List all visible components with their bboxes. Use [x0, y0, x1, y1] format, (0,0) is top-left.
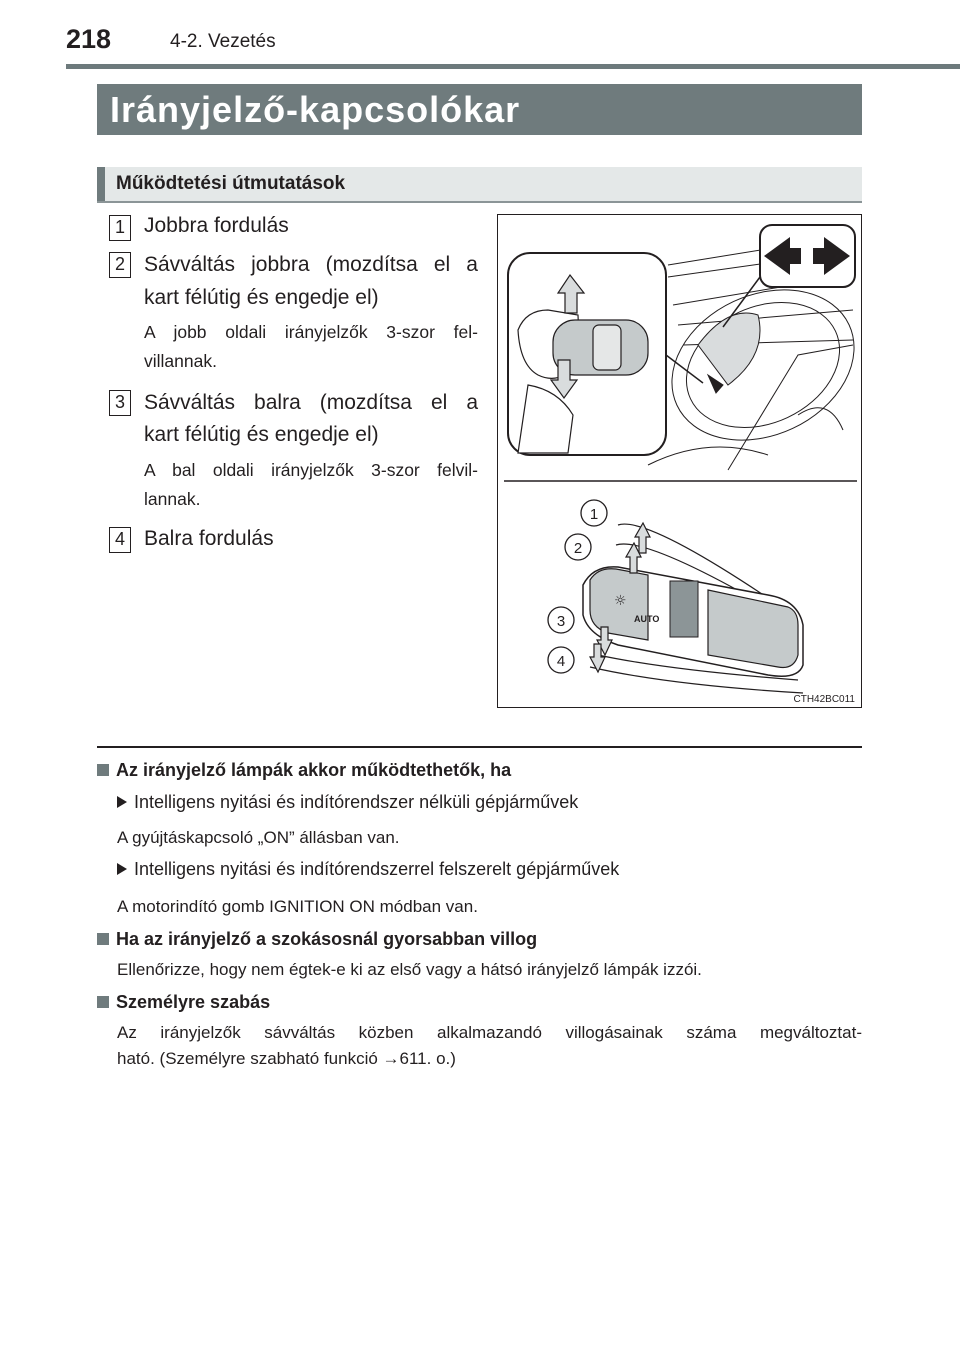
turn-signal-illustration: [498, 215, 863, 709]
step-3-text-line1: Sávváltás balra (mozdítsa el a: [144, 391, 478, 414]
note-bullet-2: Intelligens nyitási és indítórendszerrel felszerelt gépjárművek: [117, 859, 619, 880]
turn-signal-figure: [497, 214, 862, 708]
step-2-text-line2: kart félútig és engedje el): [144, 286, 379, 309]
callout-3-label: 3: [556, 613, 566, 630]
note-heading-3: Személyre szabás: [97, 992, 270, 1013]
step-4-text: Balra fordulás: [144, 527, 274, 550]
step-3-number: 3: [109, 390, 131, 416]
step-3-note-line2: lannak.: [144, 489, 201, 509]
step-4-number: 4: [109, 527, 131, 553]
step-2-note-line2: villannak.: [144, 351, 217, 371]
step-3-note-line1: A bal oldali irányjelzők 3-szor felvil-: [144, 460, 478, 480]
note-heading-2: Ha az irányjelző a szokásosnál gyorsabban villog: [97, 929, 537, 950]
square-bullet-icon: [97, 996, 109, 1008]
subheading-rule: [97, 201, 862, 203]
figure-code: CTH42BC011: [793, 694, 855, 705]
page-title: Irányjelző-kapcsolókar: [110, 89, 521, 130]
callout-1-label: 1: [589, 506, 599, 523]
step-1-number: 1: [109, 215, 131, 241]
callout-2-label: 2: [573, 540, 583, 557]
notes-rule: [97, 746, 862, 748]
triangle-bullet-icon: [117, 863, 127, 875]
note-text-3: Ellenőrizze, hogy nem égtek-e ki az első vagy a hátsó irányjelző lámpák izzói.: [117, 960, 702, 979]
triangle-bullet-icon: [117, 796, 127, 808]
note-bullet-1: Intelligens nyitási és indítórendszer nélküli gépjárművek: [117, 792, 578, 813]
header-rule: [66, 64, 960, 69]
subheading: Működtetési útmutatások: [116, 173, 346, 194]
callout-4-label: 4: [556, 653, 566, 670]
note-text-1: A gyújtáskapcsoló „ON” állásban van.: [117, 828, 400, 847]
step-1-text: Jobbra fordulás: [144, 214, 289, 237]
step-3-text-line2: kart félútig és engedje el): [144, 423, 379, 446]
step-2-note-line1: A jobb oldali irányjelzők 3-szor fel-: [144, 322, 478, 342]
note-text-4-line1: Az irányjelzők sávváltás közben alkalmazandó villogásainak száma megváltoztat-: [117, 1023, 862, 1042]
square-bullet-icon: [97, 933, 109, 945]
note-heading-1: Az irányjelző lámpák akkor működtethetők, ha: [97, 760, 511, 781]
light-icon: ☼: [614, 593, 627, 609]
section-label: 4-2. Vezetés: [170, 31, 276, 52]
note-text-2: A motorindító gomb IGNITION ON módban van.: [117, 897, 478, 916]
step-2-number: 2: [109, 252, 131, 278]
auto-label: AUTO: [634, 614, 660, 624]
note-text-4-line2: ható. (Személyre szabható funkció →611. o.): [117, 1049, 456, 1068]
page-number: 218: [66, 24, 112, 54]
square-bullet-icon: [97, 764, 109, 776]
step-2-text-line1: Sávváltás jobbra (mozdítsa el a: [144, 253, 478, 276]
